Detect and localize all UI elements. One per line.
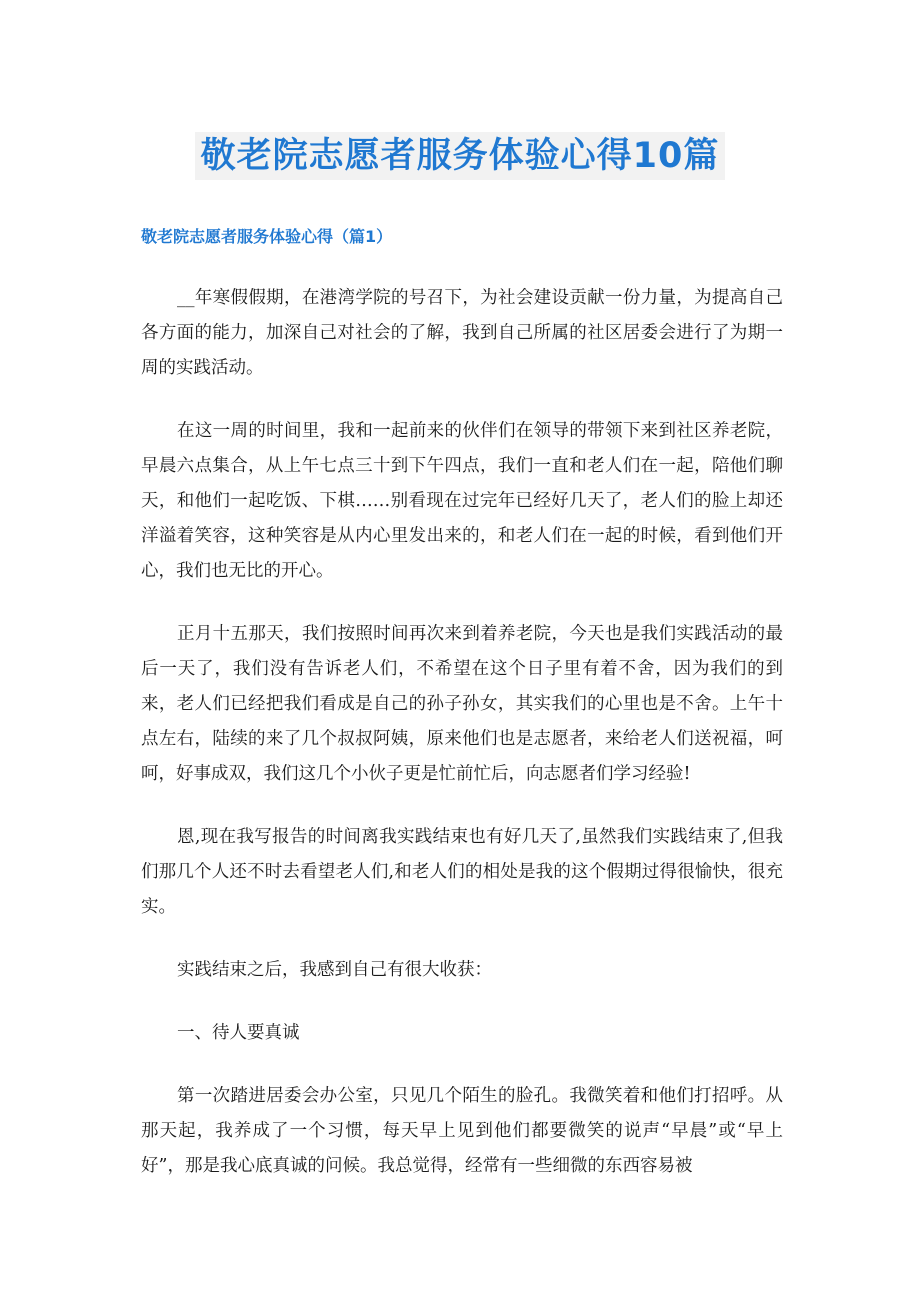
paragraph-4: 恩,现在我写报告的时间离我实践结束也有好几天了,虽然我们实践结束了,但我们那几个人还不时去看望老人们,和老人们的相处是我的这个假期过得很愉快，很充实。 — [141, 827, 783, 917]
page-title: 敬老院志愿者服务体验心得10篇 — [195, 132, 726, 180]
paragraph-6: 一、待人要真诚 — [177, 1023, 300, 1043]
paragraph-3: 正月十五那天，我们按照时间再次来到着养老院，今天也是我们实践活动的最后一天了，我们没有告诉老人们，不希望在这个日子里有着不舍，因为我们的到来，老人们已经把我们看成是自己的孙子孙女，其实我们的心里也是不舍。上午十点左右，陆续的来了几个叔叔阿姨，原来他们也是志愿者，来给老人们送祝福，呵呵，好事成双，我们这几个小伙子更是忙前忙后，向志愿者们学习经验! — [141, 624, 783, 784]
paragraph-2: 在这一周的时间里，我和一起前来的伙伴们在领导的带领下来到社区养老院，早晨六点集合，从上午七点三十到下午四点，我们一直和老人们在一起，陪他们聊天，和他们一起吃饭、下棋……别看现在过完年已经好几天了，老人们的脸上却还洋溢着笑容，这种笑容是从内心里发出来的，和老人们在一起的时候，看到他们开心，我们也无比的开心。 — [141, 421, 783, 581]
paragraph-7: 第一次踏进居委会办公室，只见几个陌生的脸孔。我微笑着和他们打招呼。从那天起，我养成了一个习惯，每天早上见到他们都要微笑的说声“早晨”或“早上好”，那是我心底真诚的问候。我总觉得，经常有一些细微的东西容易被 — [141, 1086, 783, 1176]
title-wrapper — [0, 132, 920, 180]
section-heading: 敬老院志愿者服务体验心得（篇1） — [141, 227, 393, 246]
paragraph-1: __年寒假假期，在港湾学院的号召下，为社会建设贡献一份力量，为提高自己各方面的能力，加深自己对社会的了解，我到自己所属的社区居委会进行了为期一周的实践活动。 — [141, 288, 783, 378]
paragraph-5: 实践结束之后，我感到自己有很大收获： — [177, 960, 492, 980]
article-body — [141, 281, 783, 1212]
